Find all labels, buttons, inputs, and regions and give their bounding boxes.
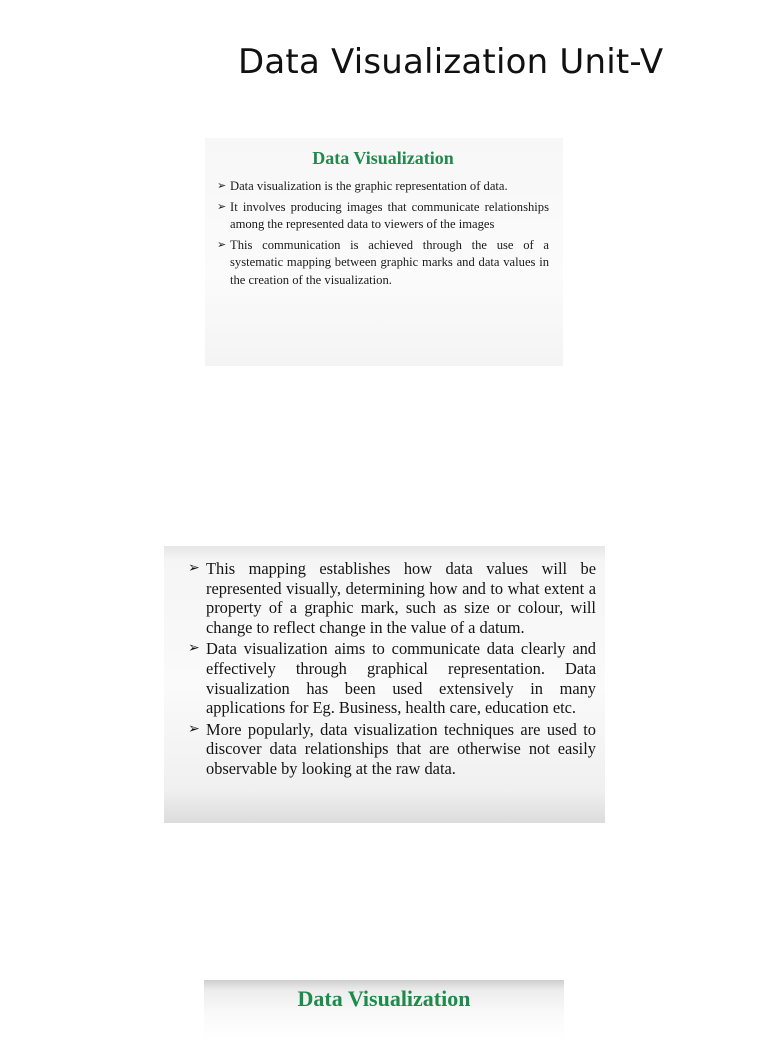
arrow-bullet-icon: ➢ bbox=[188, 641, 200, 657]
bullet-list bbox=[188, 559, 596, 779]
slide-image-2 bbox=[164, 546, 605, 823]
arrow-bullet-icon: ➢ bbox=[217, 238, 227, 251]
bullet-text: It involves producing images that communicate relationships among the represented data to viewers of the images bbox=[230, 199, 549, 232]
slide-heading: Data Visualization bbox=[297, 986, 471, 1011]
slide-image-3 bbox=[204, 980, 564, 1040]
bullet-text: This communication is achieved through the use of a systematic mapping between graphic marks and data values in the creation of the visualization. bbox=[230, 237, 549, 287]
arrow-bullet-icon: ➢ bbox=[188, 561, 200, 576]
arrow-bullet-icon: ➢ bbox=[188, 721, 200, 737]
bullet-item bbox=[188, 559, 596, 637]
bullet-text: More popularly, data visualization techniques are used to discover data relationships that are otherwise not easily observable by looking at the raw data. bbox=[206, 719, 596, 778]
bullet-item bbox=[188, 639, 596, 717]
slide-image-1 bbox=[205, 138, 563, 366]
slide-heading: Data Visualization bbox=[312, 148, 454, 168]
bullet-item bbox=[217, 178, 549, 196]
bullet-text: Data visualization aims to communicate data clearly and effectively through graphical representation. Data visualization has been used extensively in many applications for Eg. Business, health care, education etc. bbox=[206, 639, 596, 718]
arrow-bullet-icon: ➢ bbox=[217, 180, 227, 192]
bullet-text: Data visualization is the graphic representation of data. bbox=[230, 179, 508, 193]
bullet-text: This mapping establishes how data values will be represented visually, determining how and to what extent a property of a graphic mark, such as size or colour, will change to reflect change in the value of a datum. bbox=[206, 559, 596, 637]
arrow-bullet-icon: ➢ bbox=[217, 200, 227, 213]
bullet-item bbox=[217, 237, 549, 290]
bullet-item bbox=[217, 199, 549, 234]
bullet-item bbox=[188, 720, 596, 779]
page-title: Data Visualization Unit-V bbox=[238, 42, 664, 82]
bullet-list bbox=[217, 178, 549, 290]
